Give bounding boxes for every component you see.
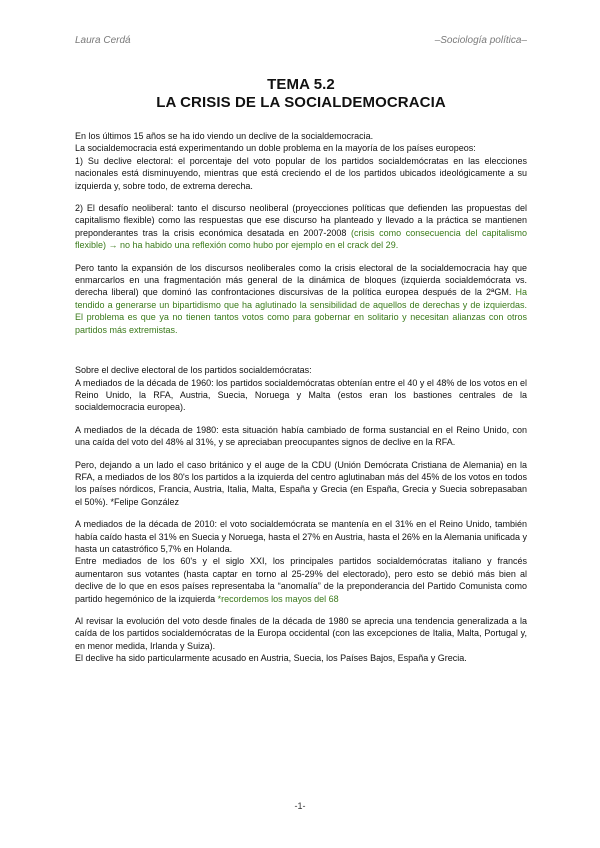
title-topic-number: TEMA 5.2	[267, 76, 335, 93]
paragraph-neoliberal-challenge	[75, 202, 527, 252]
page-header	[75, 35, 527, 49]
paragraph-fragmentation	[75, 262, 527, 336]
paragraph-decline-heading: Sobre el declive electoral de los partidos socialdemócratas:	[75, 365, 312, 376]
paragraph-1960s: A mediados de la década de 1960: los partidos socialdemócratas obtenían entre el 40 y el 48% de los votos en el Reino Unido, la RFA, Austria, Suecia, Noruega y Malta (estos eran los bastiones centrales de la socialdemocracia europea).	[75, 377, 527, 413]
paragraph-80s-nordic: Pero, dejando a un lado el caso británico y el auge de la CDU (Unión Demócrata Cristiana de Alemania) en la RFA, a mediados de los 80's los partidos a la izquierda del centro aglutinaban más del 45% de los votos en todos los países nórdicos, Francia, Austria, Italia, Malta, España y Grecia (en España, Grecia y Suecia sobrepasaban el 50%). *Felipe González	[75, 459, 527, 507]
paragraph-2010s: A mediados de la década de 2010: el voto socialdemócrata se mantenía en el 31% en el Reino Unido, también había caído hasta el 31% en Suecia y Noruega, hasta el 27% en Austria, hasta el 26% en la Alemania unificada y hasta un catastrófico 5,7% en Holanda.	[75, 519, 527, 554]
document-body	[75, 130, 527, 665]
fragmentation-note: Ha tendido a generarse un bipartidismo que ha aglutinado la sensibilidad de aquellos de derechas y de izquierdas. El problema es que ya no tienen tantos votos como para gobernar en solitario y necesitan alianzas con otros partidos más extremistas.	[75, 287, 527, 335]
italy-france-note: *recordemos los mayos del 68	[217, 593, 339, 604]
paragraph-electoral-decline: 1) Su declive electoral: el porcentaje del voto popular de los partidos socialdemócratas en las elecciones nacionales está disminuyendo, mientras que está creciendo el de los partidos ubicados ideológicamente a su izquierda y, sobre todo, de extrema derecha.	[75, 155, 527, 191]
neoliberal-text: 2) El desafío neoliberal: tanto el discurso neoliberal (proyecciones políticas que defienden las propuestas del capitalismo flexible) como las respuestas que ese discurso ha planteado y llevado a la práctica se mantienen preponderantes tras la crisis económica desatada en 2007-2008	[75, 203, 527, 238]
paragraph-1980s: A mediados de la década de 1980: esta situación había cambiado de forma sustancial en el Reino Unido, con una caída del voto del 48% al 31%, y se apreciaban preocupantes signos de declive en la RFA.	[75, 424, 527, 448]
document-title	[75, 76, 527, 112]
fragmentation-text: Pero tanto la expansión de los discursos neoliberales como la crisis electoral de la socialdemocracia hay que enmarcarlos en una fragmentación más general de la dinámica de bloques (izquierda socialdemócrata vs. derecha liberal) que dominó las confrontaciones discursivas de la política europea después de la 2ªGM.	[75, 262, 527, 298]
title-topic-name: LA CRISIS DE LA SOCIALDEMOCRACIA	[156, 94, 446, 111]
paragraph-double-problem: La socialdemocracia está experimentando un doble problema en la mayoría de los países europeos:	[75, 143, 476, 154]
header-subject: –Sociología política–	[434, 35, 527, 46]
neoliberal-note: (crisis como consecuencia del capitalismo flexible) → no ha habido una reflexión como hubo por ejemplo en el crack del 29.	[75, 227, 527, 251]
italy-france-text: Entre mediados de los 60's y el siglo XXI, los principales partidos socialdemócratas italiano y francés aumentaron sus votantes (hasta captar en torno al 25-29% del electorado), pero esto se debió más bien al declive de lo que en esos países representaba la “anomalía” de la preponderancia del Partido Comunista como partido hegemónico de la izquierda	[75, 556, 527, 604]
paragraph-intro: En los últimos 15 años se ha ido viendo un declive de la socialdemocracia.	[75, 131, 374, 141]
paragraph-accused-decline: El declive ha sido particularmente acusado en Austria, Suecia, los Países Bajos, España y Grecia.	[75, 653, 467, 664]
paragraph-italy-france	[75, 555, 527, 605]
header-author: Laura Cerdá	[75, 35, 131, 46]
page-number: -1-	[294, 801, 306, 811]
paragraph-trend: Al revisar la evolución del voto desde finales de la década de 1980 se aprecia una tendencia generalizada a la caída de los partidos socialdemócratas de la Europa occidental (con las excepciones de Italia, Malta, Portugal y, en menor medida, Irlanda y Suiza).	[75, 616, 527, 651]
